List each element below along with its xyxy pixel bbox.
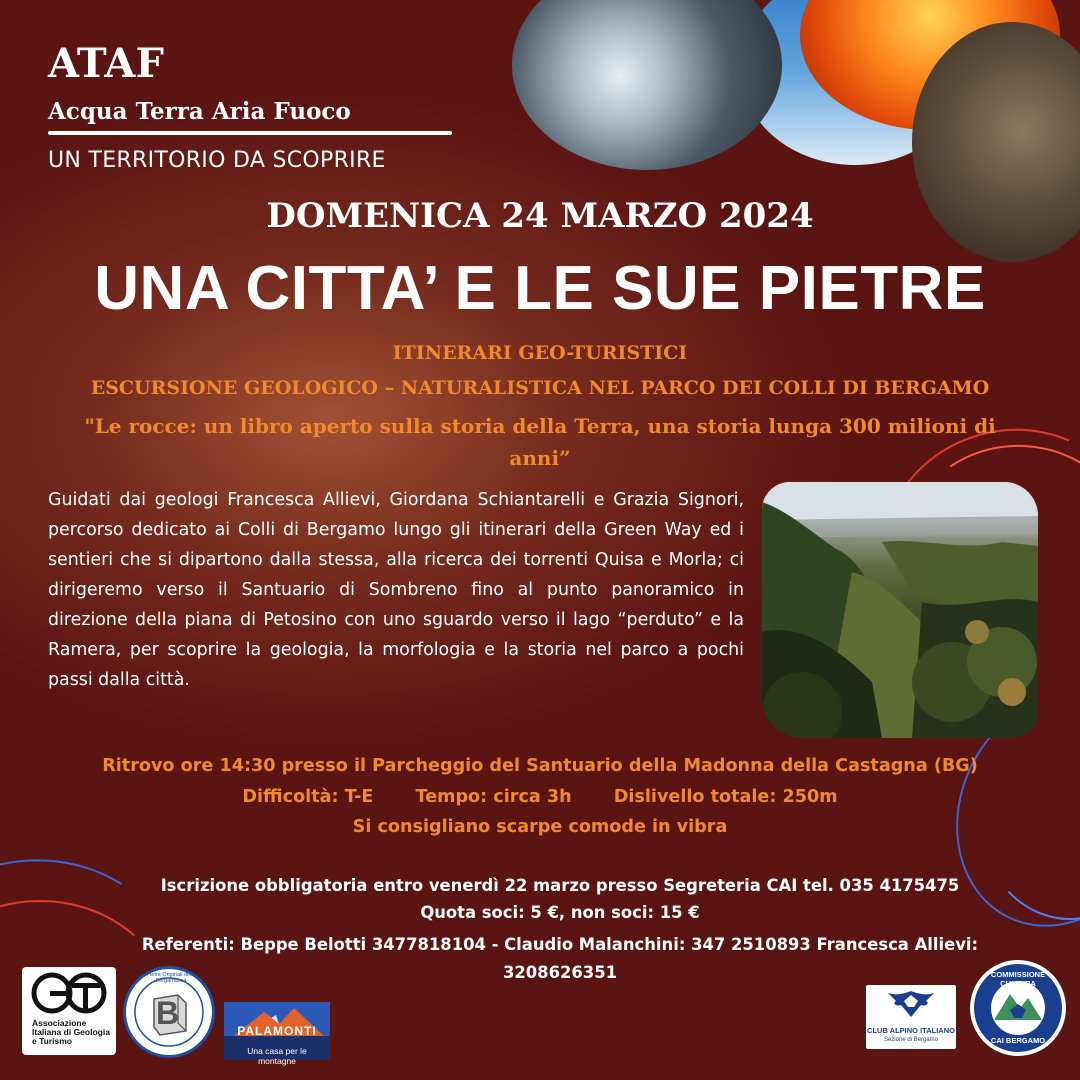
header-divider xyxy=(48,131,452,135)
pietre-letter: B xyxy=(156,995,180,1031)
contacts-info: Referenti: Beppe Belotti 3477818104 - Claudio Malanchini: 347 2510893 Francesca Allievi: 3208626351 xyxy=(141,935,979,982)
cai-section: Sezione di Bergamo xyxy=(883,1037,939,1043)
geology-association-logo xyxy=(22,967,116,1055)
commissione-top-text: COMMISSIONE CULTURA xyxy=(990,970,1046,988)
event-description: Guidati dai geologi Francesca Allievi, Giordana Schiantarelli e Grazia Signori, percorso dedicato ai Colli di Bergamo lungo gli itinerari della Green Way ed i sentieri che si dipartono dalla stessa, alla ricerca dei torrenti Quisa e Morla; ci dirigeremo verso il Santuario di Sombreno fino al punto panoramico in direzione della piana di Petosino con uno sguardo verso il lago “perduto” e la Ramera, per scoprire la geologia, la morfologia e la storia nel parco a pochi passi dalla città. xyxy=(48,490,744,690)
brand-subtitle: Acqua Terra Aria Fuoco xyxy=(48,98,351,125)
palamonti-tagline: Una casa per le montagne xyxy=(247,1046,307,1066)
water-image xyxy=(512,0,782,170)
commissione-bottom-text: CAI BERGAMO xyxy=(990,1036,1046,1045)
landscape-photo xyxy=(762,482,1038,738)
brand-title: ATAF xyxy=(48,40,164,87)
commissione-cultura-logo xyxy=(970,960,1066,1056)
geology-association-name: Associazione Italiana di Geologia e Turismo xyxy=(32,1018,110,1046)
difficulty: Difficoltà: T-E xyxy=(242,787,374,807)
event-subtitle-secondary: ESCURSIONE GEOLOGICO – NATURALISTICA NEL PARCO DEI COLLI DI BERGAMO xyxy=(90,377,990,399)
meeting-point: Ritrovo ore 14:30 presso il Parcheggio del Santuario della Madonna della Castagna (BG) xyxy=(102,756,978,776)
event-quote: "Le rocce: un libro aperto sulla storia della Terra, una storia lunga 300 milioni di anni” xyxy=(84,414,996,470)
event-date: DOMENICA 24 MARZO 2024 xyxy=(266,196,814,236)
elevation-gain: Dislivello totale: 250m xyxy=(613,787,838,807)
fee-info: Quota soci: 5 €, non soci: 15 € xyxy=(420,903,700,922)
pietre-ring-text: Pietre Originali della Bergamasca xyxy=(146,972,196,984)
event-subtitle: ITINERARI GEO-TURISTICI xyxy=(392,342,688,364)
duration: Tempo: circa 3h xyxy=(415,787,572,807)
event-title: UNA CITTA’ E LE SUE PIETRE xyxy=(94,254,986,323)
palamonti-name: PALAMONTI xyxy=(237,1024,317,1038)
club-alpino-italiano-logo xyxy=(866,985,956,1049)
registration-info: Iscrizione obbligatoria entro venerdì 22 marzo presso Segreteria CAI tel. 035 4175475 xyxy=(160,876,960,895)
trip-details xyxy=(0,787,1080,807)
cai-name: CLUB ALPINO ITALIANO xyxy=(867,1026,955,1035)
pietre-bergamasca-logo xyxy=(123,966,215,1058)
palamonti-logo xyxy=(224,1002,330,1066)
shoes-tip: Si consigliano scarpe comode in vibra xyxy=(352,817,728,837)
brand-tagline: UN TERRITORIO DA SCOPRIRE xyxy=(48,148,386,173)
